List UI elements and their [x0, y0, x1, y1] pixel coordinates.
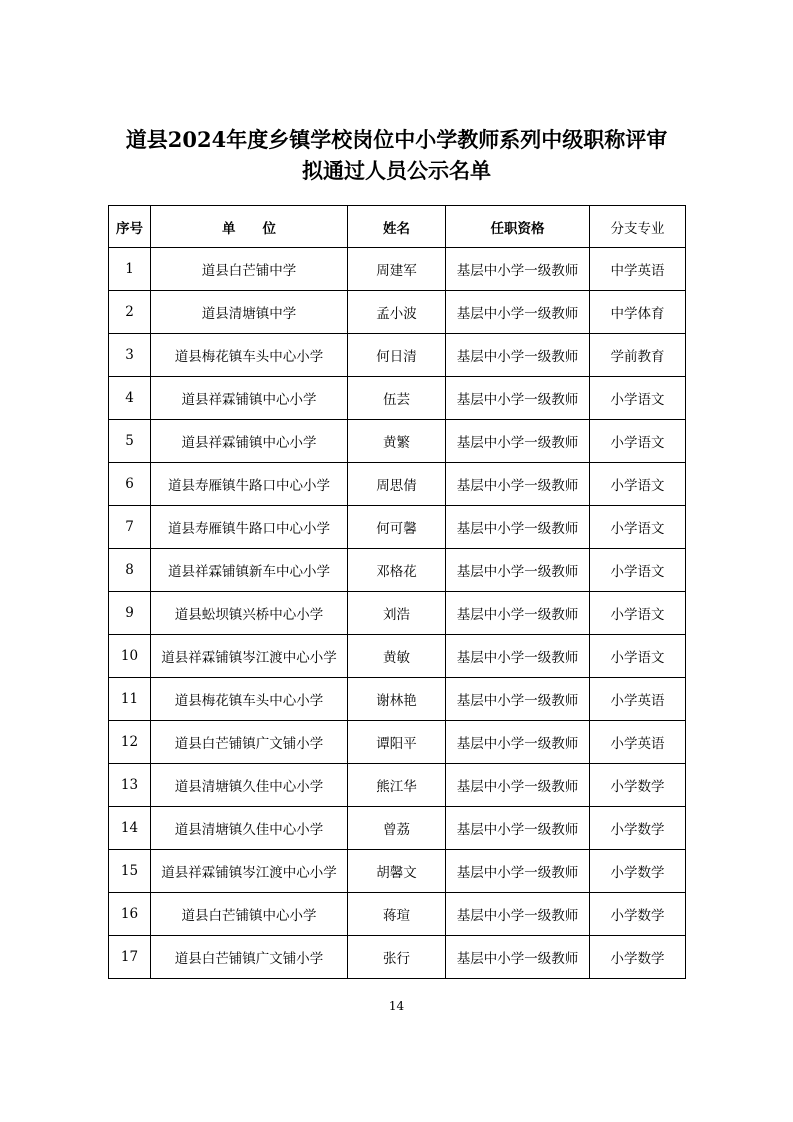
cell-name: 黄敏 [348, 635, 446, 678]
cell-subject: 小学数学 [590, 764, 686, 807]
table-row [109, 936, 686, 979]
table-row [109, 592, 686, 635]
cell-unit: 道县寿雁镇牛路口中心小学 [151, 463, 348, 506]
cell-name: 谢林艳 [348, 678, 446, 721]
cell-subject: 学前教育 [590, 334, 686, 377]
cell-subject: 小学语文 [590, 549, 686, 592]
header-subject: 分支专业 [590, 206, 686, 248]
cell-name: 何可馨 [348, 506, 446, 549]
table-row [109, 377, 686, 420]
cell-qualification: 基层中小学一级教师 [446, 334, 590, 377]
table-row [109, 549, 686, 592]
cell-unit: 道县清塘镇久佳中心小学 [151, 764, 348, 807]
table-row [109, 334, 686, 377]
table-row [109, 850, 686, 893]
cell-name: 熊江华 [348, 764, 446, 807]
cell-seq: 4 [109, 377, 151, 420]
cell-seq: 17 [109, 936, 151, 979]
cell-subject: 小学语文 [590, 592, 686, 635]
cell-unit: 道县清塘镇久佳中心小学 [151, 807, 348, 850]
cell-unit: 道县祥霖铺镇新车中心小学 [151, 549, 348, 592]
cell-seq: 8 [109, 549, 151, 592]
cell-unit: 道县蚣坝镇兴桥中心小学 [151, 592, 348, 635]
cell-name: 邓格花 [348, 549, 446, 592]
cell-seq: 15 [109, 850, 151, 893]
cell-seq: 7 [109, 506, 151, 549]
cell-subject: 小学英语 [590, 721, 686, 764]
cell-name: 刘浩 [348, 592, 446, 635]
cell-qualification: 基层中小学一级教师 [446, 764, 590, 807]
cell-qualification: 基层中小学一级教师 [446, 678, 590, 721]
cell-unit: 道县祥霖铺镇中心小学 [151, 420, 348, 463]
cell-name: 谭阳平 [348, 721, 446, 764]
cell-subject: 小学数学 [590, 893, 686, 936]
cell-seq: 6 [109, 463, 151, 506]
cell-seq: 16 [109, 893, 151, 936]
cell-subject: 小学语文 [590, 377, 686, 420]
cell-qualification: 基层中小学一级教师 [446, 420, 590, 463]
cell-subject: 小学数学 [590, 936, 686, 979]
cell-qualification: 基层中小学一级教师 [446, 463, 590, 506]
cell-qualification: 基层中小学一级教师 [446, 850, 590, 893]
page-number: 14 [388, 999, 405, 1013]
cell-name: 胡馨文 [348, 850, 446, 893]
cell-seq: 14 [109, 807, 151, 850]
cell-unit: 道县梅花镇车头中心小学 [151, 334, 348, 377]
table-row [109, 635, 686, 678]
cell-subject: 中学体育 [590, 291, 686, 334]
header-name: 姓名 [348, 206, 446, 248]
table-body [109, 248, 686, 979]
cell-seq: 5 [109, 420, 151, 463]
header-unit: 单 位 [151, 206, 348, 248]
cell-qualification: 基层中小学一级教师 [446, 506, 590, 549]
table-row [109, 506, 686, 549]
cell-unit: 道县白芒铺镇广文铺小学 [151, 721, 348, 764]
table-header-row [109, 206, 686, 248]
cell-qualification: 基层中小学一级教师 [446, 248, 590, 291]
cell-qualification: 基层中小学一级教师 [446, 549, 590, 592]
cell-qualification: 基层中小学一级教师 [446, 592, 590, 635]
cell-subject: 小学英语 [590, 678, 686, 721]
cell-seq: 1 [109, 248, 151, 291]
cell-seq: 10 [109, 635, 151, 678]
table-row [109, 678, 686, 721]
candidate-table [108, 205, 686, 979]
cell-qualification: 基层中小学一级教师 [446, 291, 590, 334]
document-title-line1: 道县2024年度乡镇学校岗位中小学教师系列中级职称评审 [125, 127, 668, 152]
cell-unit: 道县祥霖铺镇中心小学 [151, 377, 348, 420]
cell-unit: 道县白芒铺中学 [151, 248, 348, 291]
cell-name: 张行 [348, 936, 446, 979]
cell-subject: 小学语文 [590, 635, 686, 678]
cell-subject: 小学语文 [590, 506, 686, 549]
cell-seq: 13 [109, 764, 151, 807]
header-seq: 序号 [109, 206, 151, 248]
cell-subject: 小学语文 [590, 463, 686, 506]
cell-unit: 道县寿雁镇牛路口中心小学 [151, 506, 348, 549]
cell-qualification: 基层中小学一级教师 [446, 893, 590, 936]
cell-seq: 2 [109, 291, 151, 334]
cell-name: 蒋瑄 [348, 893, 446, 936]
cell-unit: 道县白芒铺镇广文铺小学 [151, 936, 348, 979]
cell-seq: 3 [109, 334, 151, 377]
table-row [109, 764, 686, 807]
header-qualification: 任职资格 [446, 206, 590, 248]
cell-unit: 道县祥霖铺镇岑江渡中心小学 [151, 850, 348, 893]
cell-qualification: 基层中小学一级教师 [446, 936, 590, 979]
cell-name: 周思倩 [348, 463, 446, 506]
table-row [109, 721, 686, 764]
cell-qualification: 基层中小学一级教师 [446, 635, 590, 678]
cell-unit: 道县梅花镇车头中心小学 [151, 678, 348, 721]
table-row [109, 420, 686, 463]
cell-qualification: 基层中小学一级教师 [446, 721, 590, 764]
cell-name: 孟小波 [348, 291, 446, 334]
cell-unit: 道县白芒铺镇中心小学 [151, 893, 348, 936]
table-row [109, 248, 686, 291]
cell-unit: 道县祥霖铺镇岑江渡中心小学 [151, 635, 348, 678]
cell-subject: 中学英语 [590, 248, 686, 291]
table-row [109, 893, 686, 936]
cell-seq: 12 [109, 721, 151, 764]
document-title-line2: 拟通过人员公示名单 [302, 158, 491, 183]
table-row [109, 463, 686, 506]
cell-name: 伍芸 [348, 377, 446, 420]
cell-qualification: 基层中小学一级教师 [446, 377, 590, 420]
cell-subject: 小学语文 [590, 420, 686, 463]
table-row [109, 807, 686, 850]
cell-qualification: 基层中小学一级教师 [446, 807, 590, 850]
cell-unit: 道县清塘镇中学 [151, 291, 348, 334]
cell-name: 何日清 [348, 334, 446, 377]
cell-seq: 9 [109, 592, 151, 635]
cell-seq: 11 [109, 678, 151, 721]
cell-name: 曾荔 [348, 807, 446, 850]
cell-subject: 小学数学 [590, 807, 686, 850]
table-row [109, 291, 686, 334]
cell-name: 周建军 [348, 248, 446, 291]
cell-subject: 小学数学 [590, 850, 686, 893]
cell-name: 黄繁 [348, 420, 446, 463]
